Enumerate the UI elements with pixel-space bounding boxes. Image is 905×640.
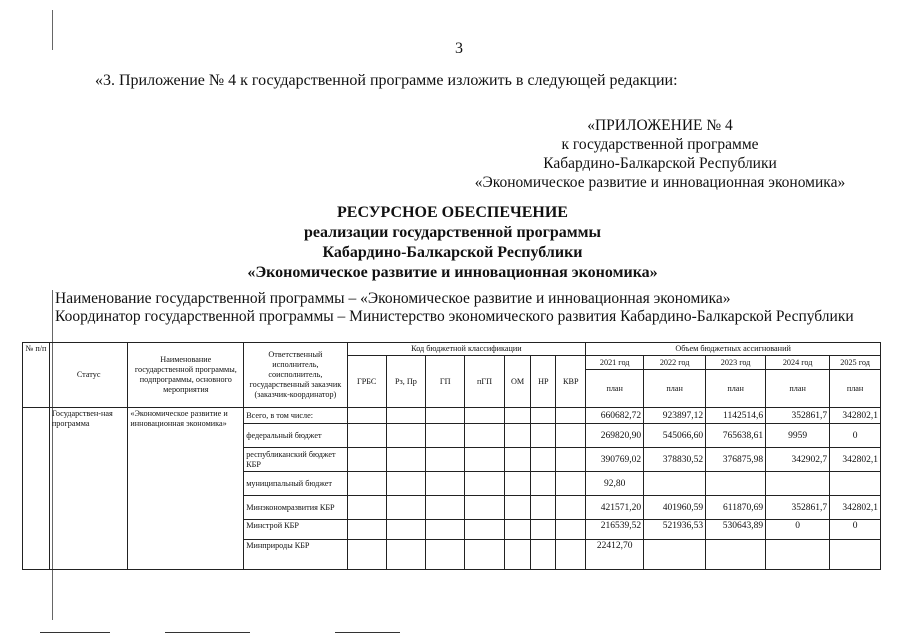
value-cell: 0	[766, 520, 830, 540]
header-code-kvr: КВР	[556, 356, 586, 408]
page-number: 3	[455, 40, 463, 57]
title-line: Кабардино-Балкарской Республики	[322, 244, 583, 261]
value-cell: 390769,02	[586, 448, 644, 472]
value-cell: 342902,7	[766, 448, 830, 472]
header-code-nr: НР	[531, 356, 556, 408]
header-year: 2025 год	[830, 356, 881, 370]
header-plan: план	[706, 370, 766, 408]
title-line: «Экономическое развитие и инновационная экономика»	[247, 264, 658, 281]
value-cell: 530643,89	[706, 520, 766, 540]
value-cell: 22412,70	[586, 540, 644, 570]
value-cell: 9959	[766, 424, 830, 448]
value-cell: 352861,7	[766, 496, 830, 520]
header-code-pgp: пГП	[465, 356, 504, 408]
value-cell: 352861,7	[766, 408, 830, 424]
header-plan: план	[766, 370, 830, 408]
title-line: РЕСУРСНОЕ ОБЕСПЕЧЕНИЕ	[337, 204, 568, 221]
row-num	[23, 408, 50, 570]
value-cell: 342802,1	[830, 448, 881, 472]
header-code-gp: ГП	[426, 356, 465, 408]
resource-table	[22, 342, 881, 570]
value-cell: 378830,52	[644, 448, 706, 472]
value-cell: 611870,69	[706, 496, 766, 520]
header-code-rz: Рз, Пр	[386, 356, 425, 408]
row-status: Государствен-ная программа	[49, 408, 128, 570]
program-name: Наименование государственной программы – «Экономическое развитие и инновационная экономика»	[55, 290, 731, 307]
title-line: реализации государственной программы	[303, 224, 602, 241]
executor-cell: федеральный бюджет	[244, 424, 347, 448]
value-cell: 521936,53	[644, 520, 706, 540]
appendix-line: «Экономическое развитие и инновационная экономика»	[474, 174, 846, 191]
executor-cell: Минэкономразвития КБР	[244, 496, 347, 520]
value-cell: 660682,72	[586, 408, 644, 424]
appendix-line: к государственной программе	[561, 136, 759, 153]
document-title	[0, 203, 905, 283]
header-year: 2024 год	[766, 356, 830, 370]
header-year: 2023 год	[706, 356, 766, 370]
header-year: 2021 год	[586, 356, 644, 370]
value-cell: 421571,20	[586, 496, 644, 520]
value-cell: 401960,59	[644, 496, 706, 520]
header-num: № п/п	[23, 343, 50, 408]
row-name: «Экономическое развитие и инновационная экономика»	[128, 408, 244, 570]
header-code-grbs: ГРБС	[347, 356, 386, 408]
appendix-header	[460, 116, 860, 192]
header-name: Наименование государственной программы, подпрограммы, основного мероприятия	[128, 343, 244, 408]
header-plan: план	[830, 370, 881, 408]
value-cell: 376875,98	[706, 448, 766, 472]
executor-cell: муниципальный бюджет	[244, 472, 347, 496]
signature-line	[335, 632, 400, 633]
appendix-line: Кабардино-Балкарской Республики	[543, 155, 777, 172]
executor-cell: Всего, в том числе:	[244, 408, 347, 424]
value-cell: 216539,52	[586, 520, 644, 540]
table-row	[23, 408, 881, 424]
value-cell: 0	[830, 520, 881, 540]
header-plan: план	[586, 370, 644, 408]
value-cell: 1142514,6	[706, 408, 766, 424]
executor-cell: Минприроды КБР	[244, 540, 347, 570]
executor-cell: Минстрой КБР	[244, 520, 347, 540]
appendix-line: «ПРИЛОЖЕНИЕ № 4	[587, 117, 733, 134]
value-cell: 342802,1	[830, 408, 881, 424]
value-cell: 342802,1	[830, 496, 881, 520]
value-cell: 765638,61	[706, 424, 766, 448]
value-cell: 545066,60	[644, 424, 706, 448]
value-cell: 269820,90	[586, 424, 644, 448]
header-year: 2022 год	[644, 356, 706, 370]
coordinator: Координатор государственной программы – Министерство экономического развития Кабардино-Балкарской Республики	[55, 308, 854, 325]
executor-cell: республиканский бюджет КБР	[244, 448, 347, 472]
intro-line: «3. Приложение № 4 к государственной программе изложить в следующей редакции:	[95, 72, 678, 89]
value-cell: 0	[830, 424, 881, 448]
header-budget-code: Код бюджетной классификации	[347, 343, 586, 356]
signature-line	[40, 632, 110, 633]
header-executor: Ответственный исполнитель, соисполнитель, государственный заказчик (заказчик-координатор)	[244, 343, 347, 408]
value-cell: 923897,12	[644, 408, 706, 424]
signature-line	[165, 632, 250, 633]
value-cell: 92,80	[586, 472, 644, 496]
header-volume: Объем бюджетных ассигнований	[586, 343, 881, 356]
header-plan: план	[644, 370, 706, 408]
header-code-om: ОМ	[504, 356, 531, 408]
header-status: Статус	[49, 343, 128, 408]
